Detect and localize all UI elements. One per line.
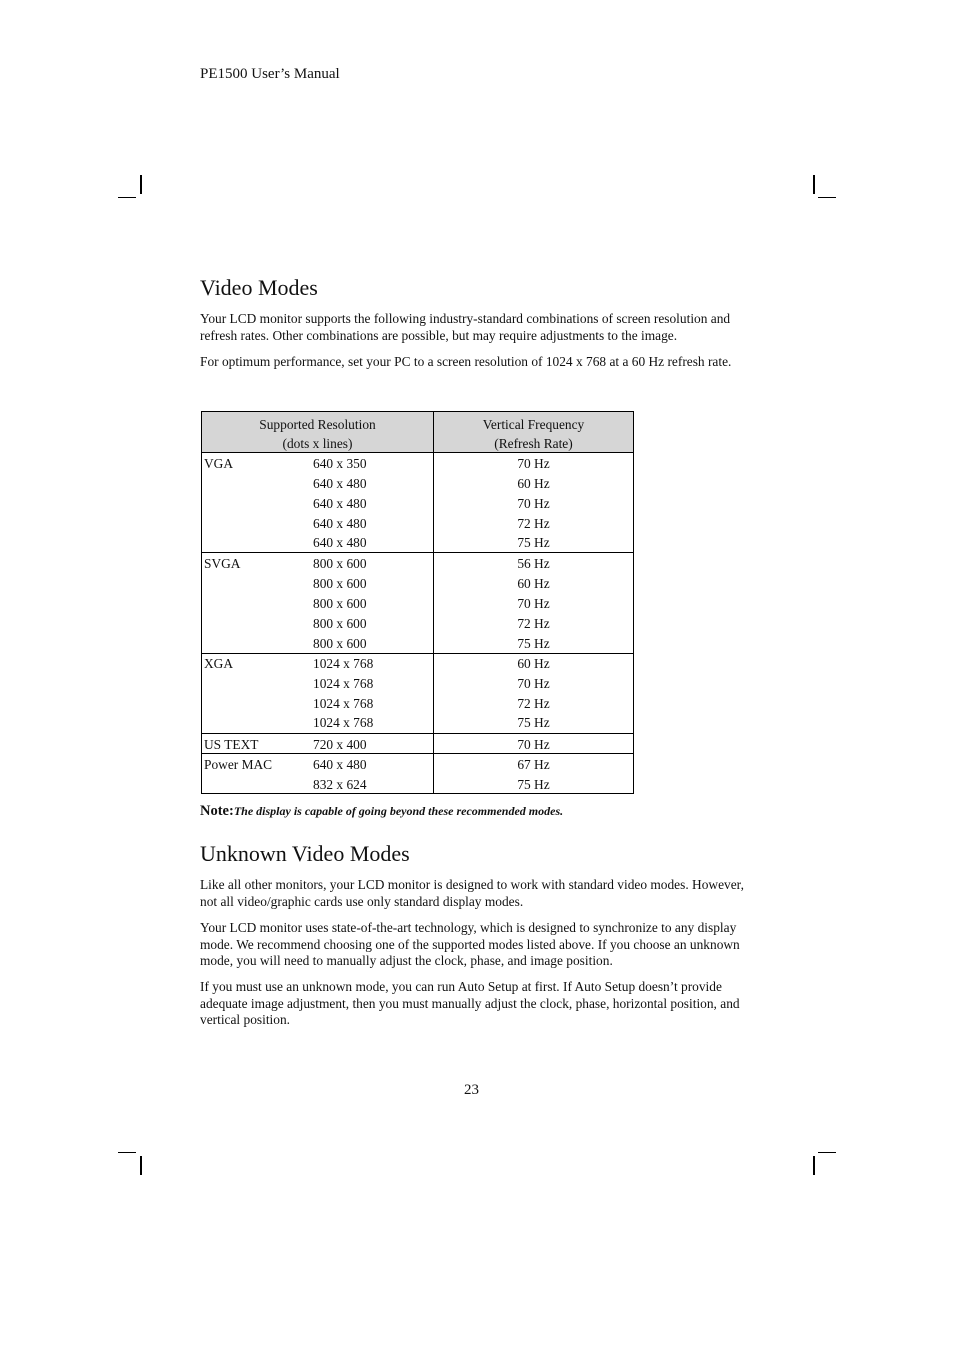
resolution-cell: 800 x 600 <box>313 616 367 631</box>
frequency-cell: 60 Hz <box>517 576 550 591</box>
resolution-cell: 800 x 600 <box>313 636 367 651</box>
resolution-cell: 800 x 600 <box>313 576 367 591</box>
paragraph: Your LCD monitor uses state-of-the-art technology, which is designed to synchronize to any display mode. We recommend choosing one of the supported modes listed above. If you choose an unknown mode, you will need to manually adjust the clock, phase, and image position. <box>200 920 740 969</box>
frequency-cell: 67 Hz <box>517 757 550 772</box>
resolution-cell: 832 x 624 <box>313 777 367 792</box>
header-text: Vertical Frequency <box>482 417 585 432</box>
frequency-cell: 70 Hz <box>517 596 550 611</box>
resolution-cell: 640 x 350 <box>313 456 367 471</box>
crop-mark-top-left-v <box>140 175 142 194</box>
crop-mark-bottom-right-v <box>813 1156 815 1175</box>
resolution-cell: 720 x 400 <box>313 737 367 752</box>
mode-name: Power MAC <box>204 757 273 772</box>
mode-name: VGA <box>204 456 234 471</box>
paragraph: For optimum performance, set your PC to a screen resolution of 1024 x 768 at a 60 Hz refresh rate. <box>200 354 732 369</box>
resolution-cell: 640 x 480 <box>313 757 367 772</box>
frequency-cell: 70 Hz <box>517 496 550 511</box>
resolution-cell: 640 x 480 <box>313 535 367 550</box>
crop-mark-bottom-left-v <box>140 1156 142 1175</box>
header-text: (dots x lines) <box>282 436 353 451</box>
resolution-cell: 1024 x 768 <box>313 696 374 711</box>
column-header-resolution <box>202 415 433 453</box>
column-header-frequency <box>434 415 633 453</box>
resolution-cell: 640 x 480 <box>313 516 367 531</box>
paragraph: Your LCD monitor supports the following industry-standard combinations of screen resolution and refresh rates. Other combinations are possible, but may require adjustments to the image. <box>200 311 731 343</box>
frequency-cell: 72 Hz <box>517 516 550 531</box>
mode-name: SVGA <box>204 556 241 571</box>
resolution-cell: 800 x 600 <box>313 556 367 571</box>
mode-name: XGA <box>204 656 234 671</box>
resolution-cell: 1024 x 768 <box>313 676 374 691</box>
frequency-cell: 70 Hz <box>517 676 550 691</box>
table-header-row <box>202 412 633 453</box>
note <box>200 803 563 820</box>
resolution-cell: 1024 x 768 <box>313 715 374 730</box>
resolution-cell: 640 x 480 <box>313 496 367 511</box>
frequency-cell: 75 Hz <box>517 535 550 550</box>
paragraph: Like all other monitors, your LCD monitor is designed to work with standard video modes. However, not all video/graphic cards use only standard display modes. <box>200 877 744 909</box>
frequency-cell: 75 Hz <box>517 777 550 792</box>
header-text: Supported Resolution <box>259 417 376 432</box>
frequency-cell: 60 Hz <box>517 476 550 491</box>
note-label: Note: <box>200 803 234 819</box>
crop-mark-top-left-h <box>118 197 136 198</box>
resolution-cell: 1024 x 768 <box>313 656 374 671</box>
running-header: PE1500 User’s Manual <box>200 66 340 82</box>
crop-mark-top-right-h <box>818 197 836 198</box>
page-number: 23 <box>464 1082 479 1098</box>
crop-mark-bottom-left-h <box>118 1152 136 1153</box>
section-title-video-modes: Video Modes <box>200 275 318 300</box>
frequency-cell: 60 Hz <box>517 656 550 671</box>
group-divider <box>202 552 633 553</box>
video-modes-table <box>201 411 634 794</box>
frequency-cell: 72 Hz <box>517 696 550 711</box>
header-text: (Refresh Rate) <box>494 436 573 451</box>
resolution-cell: 640 x 480 <box>313 476 367 491</box>
note-text: The display is capable of going beyond these recommended modes. <box>233 804 564 818</box>
frequency-cell: 56 Hz <box>517 556 550 571</box>
group-divider <box>202 753 633 754</box>
frequency-cell: 70 Hz <box>517 456 550 471</box>
frequency-cell: 70 Hz <box>517 737 550 752</box>
group-divider <box>202 653 633 654</box>
crop-mark-top-right-v <box>813 175 815 194</box>
section-title-unknown-video-modes: Unknown Video Modes <box>200 841 410 866</box>
group-divider <box>202 733 633 734</box>
frequency-cell: 72 Hz <box>517 616 550 631</box>
paragraph: If you must use an unknown mode, you can run Auto Setup at first. If Auto Setup doesn’t provide adequate image adjustment, then you must manually adjust the clock, phase, horizontal position, and vertical position. <box>200 979 740 1028</box>
mode-name: US TEXT <box>204 737 259 752</box>
frequency-cell: 75 Hz <box>517 636 550 651</box>
crop-mark-bottom-right-h <box>818 1152 836 1153</box>
resolution-cell: 800 x 600 <box>313 596 367 611</box>
frequency-cell: 75 Hz <box>517 715 550 730</box>
